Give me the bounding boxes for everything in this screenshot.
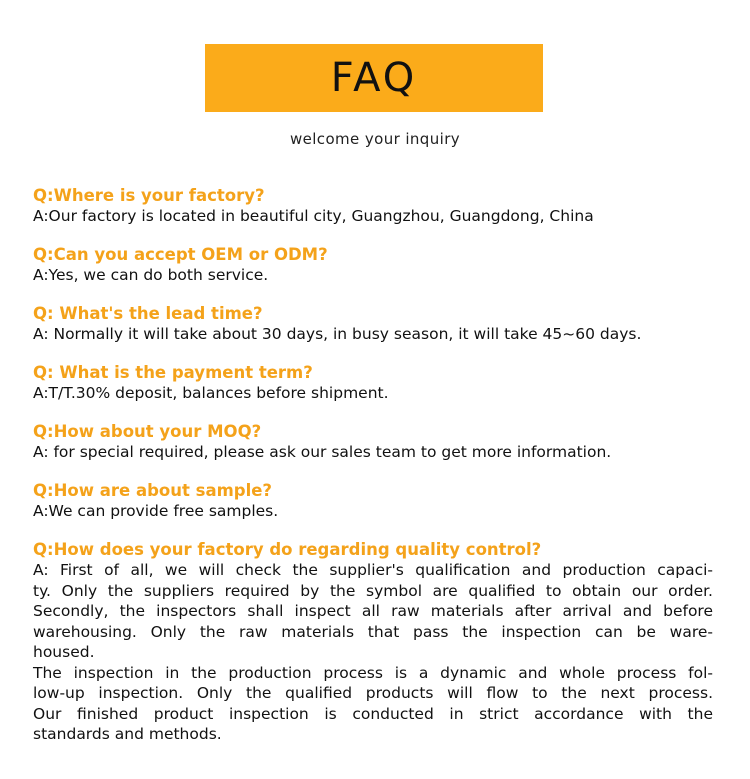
faq-question: Q:Where is your factory? [33, 186, 265, 205]
faq-answer: A:We can provide free samples. [33, 502, 279, 520]
answer-line: standards and methods. [33, 725, 222, 743]
faq-question: Q: What is the payment term? [33, 363, 313, 382]
answer-line: warehousing. Only the raw materials that pass the inspection can be ware- [33, 622, 713, 641]
faq-item [33, 185, 713, 227]
faq-answer: A: for special required, please ask our sales team to get more information. [33, 443, 612, 461]
page-title: FAQ [330, 55, 418, 101]
faq-question: Q: What's the lead time? [33, 304, 263, 323]
faq-item [33, 421, 713, 463]
faq-answer: A:Yes, we can do both service. [33, 266, 269, 284]
page-subtitle: welcome your inquiry [289, 130, 461, 148]
answer-line: housed. [33, 643, 95, 661]
faq-item [33, 480, 713, 522]
faq-question: Q:How does your factory do regarding quality control? [33, 540, 542, 559]
faq-item [33, 244, 713, 286]
answer-line: Secondly, the inspectors shall inspect all raw materials after arrival and before [33, 602, 713, 620]
faq-question: Q:How are about sample? [33, 481, 273, 500]
answer-line: A: First of all, we will check the supplier's qualification and production capaci- [33, 561, 713, 579]
answer-line: ty. Only the suppliers required by the symbol are qualified to obtain our order. [33, 581, 713, 600]
faq-banner [205, 44, 543, 112]
faq-item [33, 303, 713, 345]
faq-item [33, 539, 713, 745]
answer-line: Our finished product inspection is conducted in strict accordance with the [33, 704, 713, 723]
faq-question: Q:Can you accept OEM or ODM? [33, 245, 328, 264]
faq-answer: A:T/T.30% deposit, balances before shipment. [33, 384, 389, 402]
answer-line: low-up inspection. Only the qualified products will flow to the next process. [33, 684, 713, 702]
faq-item [33, 362, 713, 404]
answer-line: The inspection in the production process is a dynamic and whole process fol- [33, 663, 713, 682]
faq-answer: A:Our factory is located in beautiful city, Guangzhou, Guangdong, China [33, 207, 594, 225]
faq-answer: A: Normally it will take about 30 days, in busy season, it will take 45~60 days. [33, 325, 642, 343]
faq-list [33, 185, 713, 762]
faq-answer-quality-control [33, 560, 713, 745]
faq-question: Q:How about your MOQ? [33, 422, 262, 441]
